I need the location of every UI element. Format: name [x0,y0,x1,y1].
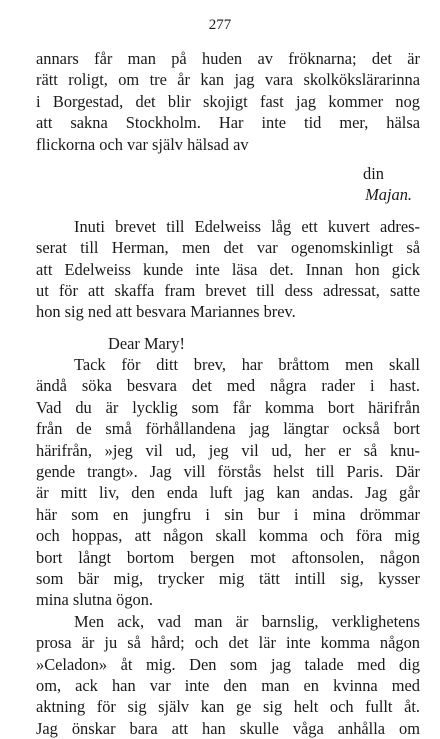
text-line: Jag önskar bara att han skulle våga anhålla om [36,718,420,738]
paragraph-letter-body-1 [36,354,420,611]
text-line: bort långt bortom bergen mot aftonsolen, någon [36,547,420,567]
text-line: rätt roligt, om tre år kan jag vara skolkökslärarinna [36,70,420,90]
letter-greeting: Dear Mary! [108,333,185,353]
text-line: aktning för sig själv kan ge sig helt och fullt åt. [36,697,420,717]
text-line: ut för att skaffa fram brevet till dess adressat, satte [36,280,420,300]
page-number: 277 [208,17,232,33]
paragraph-narration [36,216,420,323]
text-line: om, ack han var inte den man en kvinna med [36,675,420,695]
text-line: prosa är ju så hård; och det lär inte komma någon [36,633,420,653]
text-line: att sakna Stockholm. Har inte tid mer, hälsa [36,113,420,133]
text-line: och hoppas, att någon skall komma och föra mig [36,526,420,546]
text-line: annars får man på huden av fröknarna; det är [36,49,420,68]
text-line: ändå söka besvara det med några rader i hast. [36,376,420,396]
text-line: »Celadon» åt mig. Den som jag talade med dig [36,654,420,674]
text-line: flickorna och var själv hälsad av [36,134,249,154]
text-line: från de små förhållandena jag längtar också bort [36,419,420,439]
text-line: Vad du är lycklig som får komma bort härifrån [36,397,420,417]
text-line: i Borgestad, det blir skojigt fast jag kommer nog [36,91,420,111]
signature [36,163,420,206]
text-line: Men ack, vad man är barnslig, verklighetens [74,611,420,631]
signature-closing: din [363,163,384,183]
text-line: att Edelweiss kunde inte läsa det. Innan hon gick [36,259,420,279]
text-line: hon sig ned att besvara Mariannes brev. [36,302,296,322]
text-line: här som en jungfru i sin bur i mina drömmar [36,504,420,524]
body-text [36,48,420,739]
text-line: som bär mig, trycker mig tätt intill sig, kysser [36,568,420,588]
text-line: Tack för ditt brev, har bråttom men skall [74,355,420,375]
text-line: härifrån, »jeg vil ud, jeg vil ud, her er så knu- [36,440,420,460]
paragraph-letter-body-2 [36,611,420,739]
text-line: gende trangt». Jag vill förstås helst till Paris. Där [36,462,420,482]
text-line: mina slutna ögon. [36,590,153,610]
text-line: Inuti brevet till Edelweiss låg ett kuvert adres- [74,216,420,236]
paragraph-letter-end [36,48,420,155]
signature-name: Majan. [365,185,412,205]
text-line: serat till Herman, men det var ogenomskinligt så [36,238,420,258]
text-line: är mitt liv, den enda luft jag kan andas. Jag går [36,483,420,503]
